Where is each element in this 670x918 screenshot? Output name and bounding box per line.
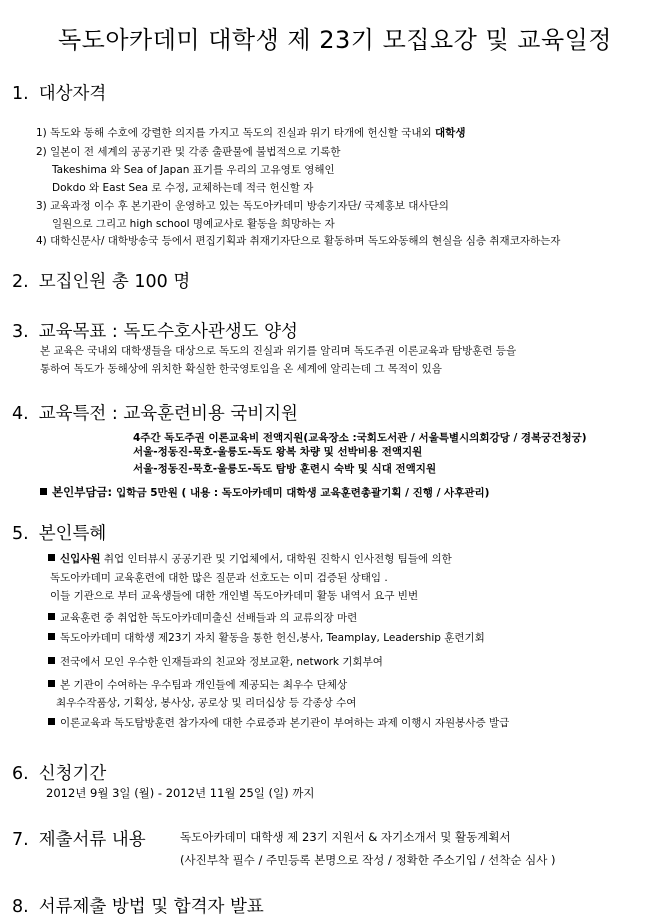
eligibility-line-7: 4) 대학신문사/ 대학방송국 등에서 편집기획과 취재기자단으로 활동하며 독도와동해의 현실을 심층 취재코자하는자	[36, 235, 561, 247]
eligibility-line-3: Takeshima 와 Sea of Japan 표기를 우리의 고유영토 영해인	[52, 164, 335, 176]
section-number: 1.	[12, 84, 29, 104]
privilege-text: 이론교육과 독도탐방훈련 참가자에 대한 수료증과 본기관이 부여하는 과제 이행시 자원봉사증 발급	[60, 717, 510, 729]
goal-line-1: 본 교육은 국내외 대학생들을 대상으로 독도의 진실과 위기를 알리며 독도주권 이론교육과 탐방훈련 등을	[40, 345, 517, 357]
section-1-heading	[12, 80, 106, 105]
privilege-line-1	[48, 553, 452, 566]
goal-line-2: 통하여 독도가 동해상에 위치한 확실한 한국영토임을 온 세계에 알리는데 그 목적이 있음	[40, 363, 442, 375]
section-6-heading	[12, 760, 106, 785]
section-3-heading	[12, 318, 298, 343]
section-title: 제출서류 내용	[38, 830, 146, 850]
section-title: 서류제출 방법 및 합격자 발표	[38, 897, 264, 917]
section-4-heading	[12, 400, 298, 425]
section-number: 8.	[12, 897, 29, 917]
benefit-line-4	[40, 486, 489, 500]
section-number: 4.	[12, 404, 29, 424]
benefit-line-2: 서울-정동진-묵호-울릉도-독도 왕복 차량 및 선박비용 전액지원	[133, 446, 423, 458]
application-period: 2012년 9월 3일 (월) - 2012년 11월 25일 (일) 까지	[46, 786, 315, 800]
section-title: 교육목표 : 독도수호사관생도 양성	[38, 322, 298, 342]
square-bullet-icon	[48, 633, 55, 640]
privilege-text: 취업 인터뷰시 공공기관 및 기업체에서, 대학원 진학시 인사전형 팀들에 의한	[100, 553, 452, 565]
eligibility-line-5: 3) 교육과정 이수 후 본기관이 운영하고 있는 독도아카데미 방송기자단/ 국제홍보 대사단의	[36, 200, 449, 212]
privilege-line-5	[48, 632, 485, 645]
eligibility-emphasis: 대학생	[435, 127, 466, 139]
section-title: 대상자격	[38, 84, 107, 104]
documents-line-1: 독도아카데미 대학생 제 23기 지원서 & 자기소개서 및 활동계획서	[180, 830, 511, 844]
section-number: 7.	[12, 830, 29, 850]
privilege-line-2: 독도아카데미 교육훈련에 대한 많은 질문과 선호도는 이미 검증된 상태임 .	[50, 572, 388, 584]
eligibility-line-2: 2) 일본이 전 세계의 공공기관 및 각종 출판물에 불법적으로 기록한	[36, 146, 341, 158]
benefit-line-1: 4주간 독도주권 이론교육비 전액지원(교육장소 :국회도서관 / 서울특별시의회강당 / 경복궁건청궁)	[133, 432, 587, 444]
section-number: 2.	[12, 272, 29, 292]
privilege-line-4	[48, 612, 357, 625]
privilege-text: 전국에서 모인 우수한 인재들과의 친교와 정보교환, network 기회부여	[60, 656, 383, 668]
self-pay-detail: 입학금 5만원 ( 내용 : 독도아카데미 대학생 교육훈련총괄기획 / 진행 / 사후관리)	[116, 487, 490, 499]
section-7-heading	[12, 826, 146, 851]
privilege-emphasis: 신입사원	[60, 553, 101, 565]
section-2-heading	[12, 268, 190, 293]
square-bullet-icon	[48, 554, 55, 561]
square-bullet-icon	[48, 657, 55, 664]
eligibility-line-6: 일원으로 그리고 high school 명예교사로 활동을 희망하는 자	[52, 218, 335, 230]
section-number: 3.	[12, 322, 29, 342]
privilege-text: 독도아카데미 대학생 제23기 자치 활동을 통한 헌신,봉사, Teamplay, Leadership 훈련기회	[60, 632, 485, 644]
section-title: 모집인원 총 100 명	[38, 272, 191, 292]
section-number: 6.	[12, 764, 29, 784]
eligibility-text: 1) 독도와 동해 수호에 강렬한 의지를 가지고 독도의 진실과 위기 타개에 헌신할 국내외	[36, 127, 436, 139]
privilege-line-6	[48, 656, 383, 669]
documents-line-2: (사진부착 필수 / 주민등록 본명으로 작성 / 정확한 주소기입 / 선착순 심사 )	[180, 853, 556, 867]
square-bullet-icon	[40, 488, 47, 495]
section-number: 5.	[12, 524, 29, 544]
eligibility-line-1	[36, 127, 465, 140]
section-title: 교육특전 : 교육훈련비용 국비지원	[38, 404, 298, 424]
eligibility-line-4: Dokdo 와 East Sea 로 수정, 교체하는데 적극 헌신할 자	[52, 182, 314, 194]
privilege-text: 본 기관이 수여하는 우수팀과 개인들에 제공되는 최우수 단체상	[60, 679, 348, 691]
section-title: 신청기간	[38, 764, 107, 784]
privilege-text: 교육훈련 중 취업한 독도아카데미출신 선배들과 의 교류의장 마련	[60, 612, 358, 624]
benefit-line-3: 서울-정동진-묵호-울릉도-독도 탐방 훈련시 숙박 및 식대 전액지원	[133, 463, 437, 475]
section-5-heading	[12, 520, 106, 545]
page-title: 독도아카데미 대학생 제 23기 모집요강 및 교육일정	[58, 26, 612, 54]
self-pay-label: 본인부담금:	[52, 485, 117, 499]
privilege-line-7	[48, 679, 347, 692]
privilege-line-9	[48, 717, 509, 730]
square-bullet-icon	[48, 680, 55, 687]
privilege-line-3: 이들 기관으로 부터 교육생들에 대한 개인별 독도아카데미 활동 내역서 요구 빈번	[50, 590, 419, 602]
square-bullet-icon	[48, 613, 55, 620]
square-bullet-icon	[48, 718, 55, 725]
section-title: 본인특혜	[38, 524, 107, 544]
privilege-line-8: 최우수작품상, 기획상, 봉사상, 공로상 및 리더십상 등 각종상 수여	[56, 697, 357, 709]
section-8-heading	[12, 893, 264, 918]
